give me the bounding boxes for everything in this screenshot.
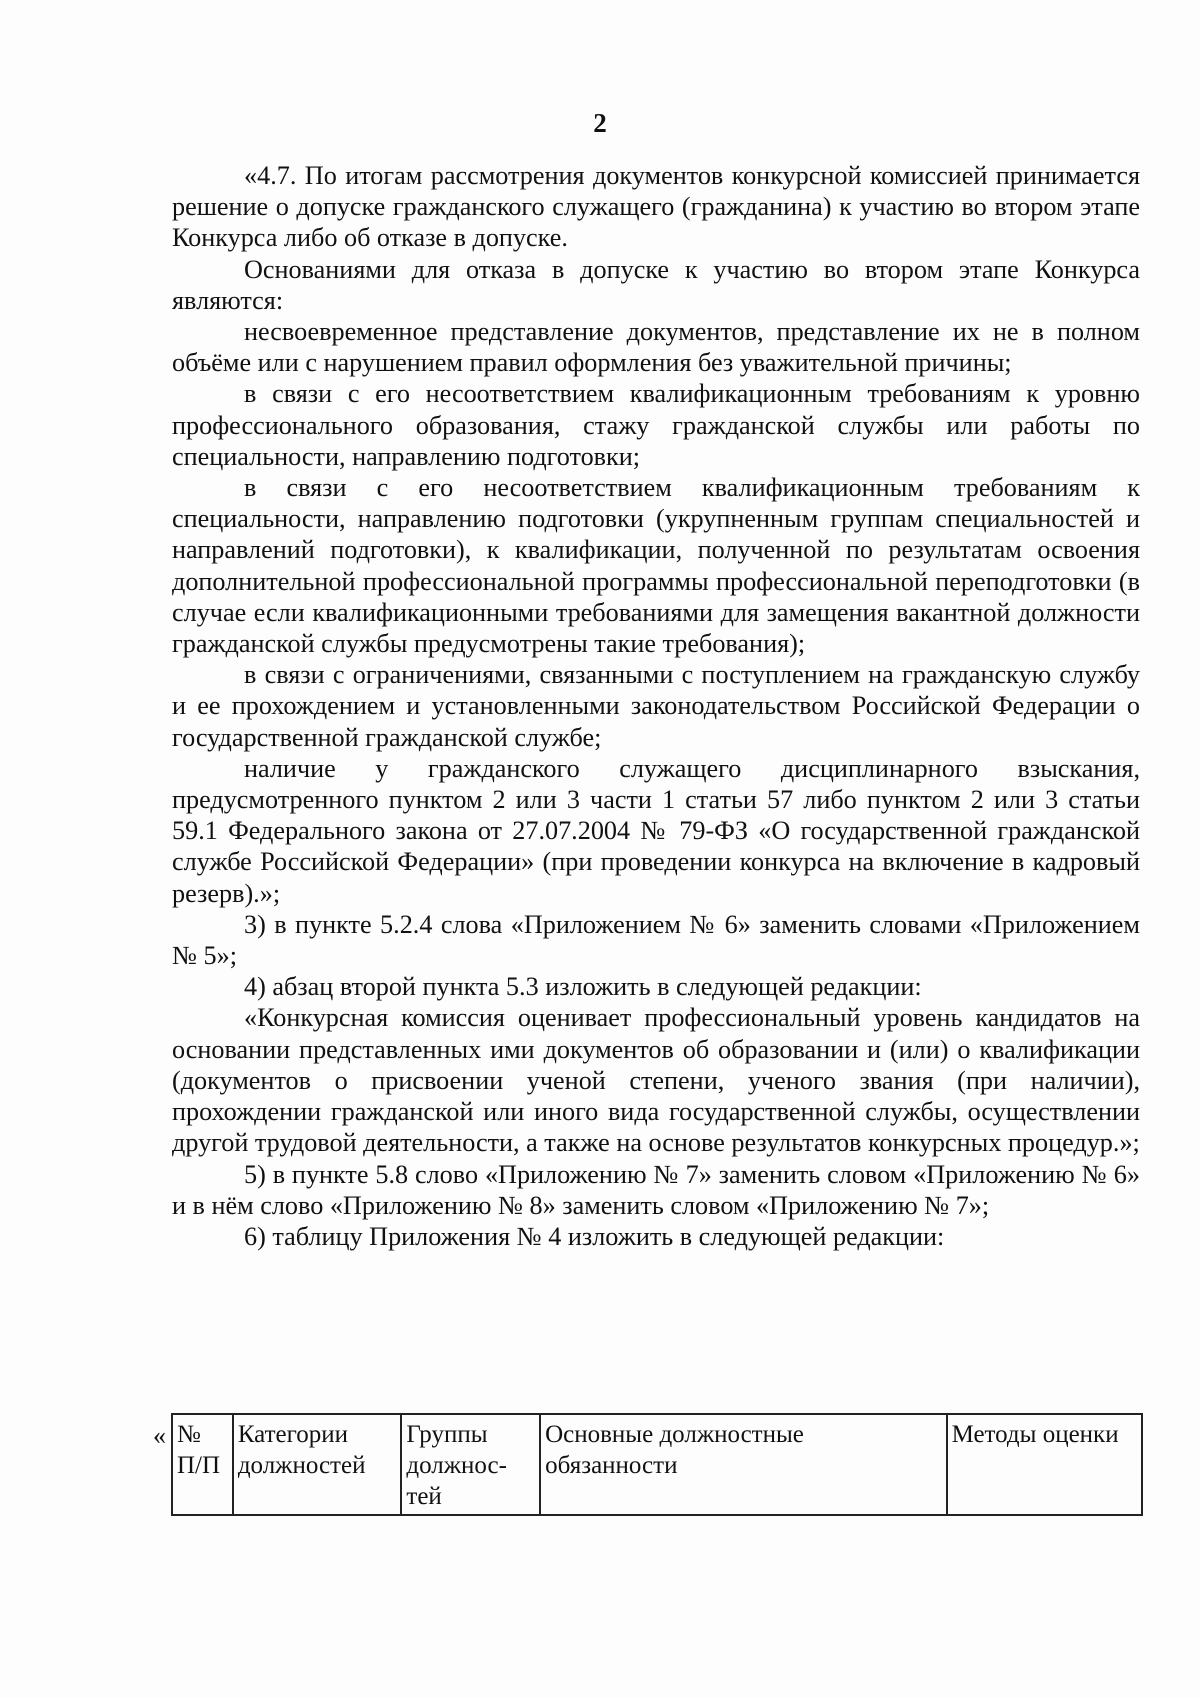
- document-body: [172, 160, 1140, 1252]
- header-assessment-methods: Методы оценки: [947, 1414, 1142, 1515]
- paragraph-item-5: 5) в пункте 5.8 слово «Приложению № 7» заменить словом «Приложению № 6» и в нём слово «Приложению № 8» заменить словом «Приложению № 7»;: [172, 1159, 1140, 1220]
- page-number: 2: [593, 108, 607, 138]
- table-header-row: [172, 1414, 1142, 1515]
- table-open-quote: «: [153, 1421, 166, 1450]
- paragraph-ground-education-mismatch: в связи с его несоответствием квалификационным требованиям к уровню профессионального образования, стажу гражданской службы или работы по специальности, направлению подготовки;: [172, 379, 1140, 471]
- paragraph-ground-specialty-mismatch: в связи с его несоответствием квалификационным требованиям к специальности, направлению подготовки (укрупненным группам специальностей и направлений подготовки), к квалификации, полученной по результатам освоения дополнительной профессиональной программы профессиональной переподготовки (в случае если квалификационными требованиями для замещения вакантной должности гражданской службы предусмотрены такие требования);: [172, 473, 1140, 659]
- header-position-categories: Категории должностей: [233, 1414, 402, 1515]
- paragraph-item-6: 6) таблицу Приложения № 4 изложить в следующей редакции:: [244, 1221, 945, 1251]
- appendix-4-table: [171, 1413, 1143, 1516]
- paragraph-ground-disciplinary: наличие у гражданского служащего дисциплинарного взыскания, предусмотренного пунктом 2 или 3 части 1 статьи 57 либо пунктом 2 или 3 статьи 59.1 Федерального закона от 27.07.2004 № 79-ФЗ «О государственной гражданской службе Российской Федерации» (при проведении конкурса на включение в кадровый резерв).»;: [172, 753, 1140, 908]
- paragraph-ground-restrictions: в связи с ограничениями, связанными с поступлением на гражданскую службу и ее прохождением и установленными законодательством Российской Федерации о государственной гражданской службе;: [172, 660, 1140, 752]
- paragraph-item-4-text: «Конкурсная комиссия оценивает профессиональный уровень кандидатов на основании представленных ими документов об образовании и (или) о квалификации (документов о присвоении ученой степени, ученого звания (при наличии), прохождении гражданской или иного вида государственной службы, осуществлении другой трудовой деятельности, а также на основе результатов конкурсных процедур.»;: [172, 1003, 1140, 1158]
- header-main-duties: Основные должностные обязанности: [540, 1414, 946, 1515]
- header-position-groups: Группы должнос-тей: [401, 1414, 540, 1515]
- paragraph-item-4: 4) абзац второй пункта 5.3 изложить в следующей редакции:: [244, 972, 922, 1002]
- paragraph-item-3: 3) в пункте 5.2.4 слова «Приложением № 6» заменить словами «Приложением № 5»;: [172, 909, 1140, 971]
- paragraph-ground-late-documents: несвоевременное представление документов, представление их не в полном объёме или с нарушением правил оформления без уважительной причины;: [172, 317, 1140, 378]
- header-number: № П/П: [172, 1414, 233, 1515]
- paragraph-4-7: «4.7. По итогам рассмотрения документов конкурсной комиссией принимается решение о допуске гражданского служащего (гражданина) к участию во втором этапе Конкурса либо об отказе в допуске.: [172, 161, 1140, 253]
- paragraph-grounds-intro: Основаниями для отказа в допуске к участию во втором этапе Конкурса являются:: [172, 254, 1140, 315]
